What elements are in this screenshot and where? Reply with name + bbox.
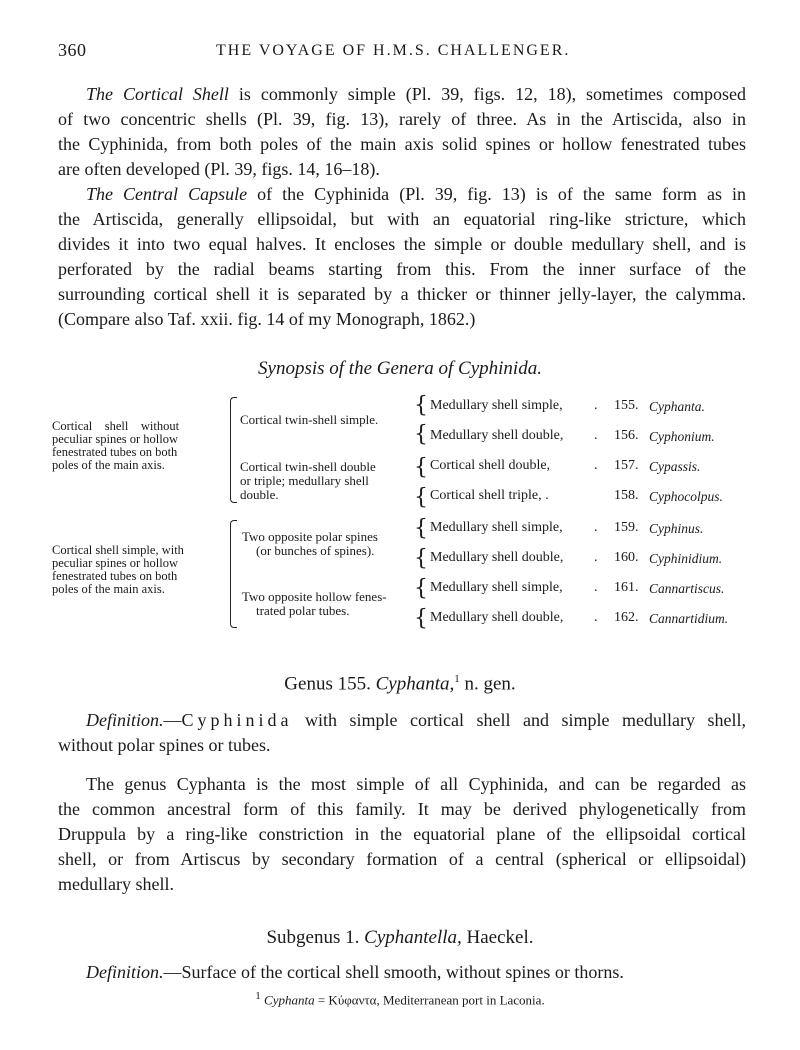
brace-glyph: { [414, 516, 428, 541]
page-number: 360 [58, 40, 87, 60]
row-desc: Medullary shell simple, [430, 398, 563, 413]
leader-dot: . [594, 580, 598, 595]
row-genus: Cyphinidium. [649, 551, 723, 566]
row-num: 158. [614, 488, 639, 503]
footnote-ref: 1 [454, 673, 460, 685]
row-num: 162. [614, 610, 639, 625]
leader-dot: . [594, 610, 598, 625]
paragraph-cortical-shell: The Cortical Shell is commonly simple (Pl. 39, figs. 12, 18), sometimes composed of two concentric shells (Pl. 39, fig. 13), rarely of three. As in the Artiscida, also in the Cyphinida, from both poles of the main axis solid spines or hollow fenestrated tubes are often developed (Pl. 39, figs. 14, 16–18). [58, 84, 746, 179]
row-genus: Cyphonium. [649, 429, 715, 444]
footnote: $^1$ Cyphanta = Κύφαντα, Mediterranean port in Laconia. [255, 990, 545, 1008]
group1-sub-a: Cortical twin-shell simple. [240, 412, 379, 427]
synopsis-title: Synopsis of the Genera of Cyphinida. [258, 358, 542, 379]
paragraph-genus-description: The genus Cyphanta is the most simple of all Cyphinida, and can be regarded as the common ancestral form of this family. It may be derived phylogenetically from Druppula by a ring-like constriction in the equatorial plane of the ellipsoidal cortical shell, or from Artiscus by secondary formation of a central (spherical or ellipsoidal) medullary shell. [58, 774, 746, 894]
row-desc: Cortical shell double, [430, 458, 551, 473]
term-cortical-shell: The Cortical Shell [86, 84, 229, 104]
row-num: 157. [614, 458, 639, 473]
row-genus: Cyphocolpus. [649, 489, 723, 504]
row-genus: Cannartidium. [649, 611, 729, 626]
definition-subgenus: Definition.—Surface of the cortical shell smooth, without spines or thorns. [86, 962, 624, 982]
genus-heading: Genus 155. Cyphanta,$^1$ n. gen. [284, 673, 516, 695]
row-genus: Cyphinus. [649, 521, 704, 536]
leader-dot: . [594, 398, 598, 413]
group2-label: Cortical shell simple, with peculiar spines or hollow fenestrated tubes on both poles of the main axis. [52, 543, 184, 596]
row-desc: Medullary shell simple, [430, 580, 563, 595]
brace-glyph: { [414, 576, 428, 601]
paragraph-central-capsule: The Central Capsule of the Cyphinida (Pl. 39, fig. 13) is of the same form as in the Artiscida, generally ellipsoidal, but with an equatorial ring-like stricture, which divides it into two equal halves. It encloses the simple or double medullary shell, and is perforated by the radial beams starting from this. From the inner surface of the surrounding cortical shell it is separated by a thicker or thinner jelly-layer, the calymma. (Compare also Taf. xxii. fig. 14 of my Monograph, 1862.) [58, 184, 746, 329]
row-num: 156. [614, 428, 639, 443]
row-num: 159. [614, 520, 639, 535]
brace-glyph: { [414, 455, 428, 480]
definition-label: Definition. [86, 710, 164, 730]
genus-name: Cyphanta, [375, 673, 455, 695]
row-num: 161. [614, 580, 639, 595]
brace-glyph: { [414, 546, 428, 571]
spaced-term: Cyphinida [181, 710, 293, 730]
row-genus: Cypassis. [649, 459, 701, 474]
row-num: 160. [614, 550, 639, 565]
group1-brace [230, 397, 237, 503]
leader-dot: . [594, 550, 598, 565]
brace-glyph: { [414, 422, 428, 447]
group2-sub-a: Two opposite polar spines (or bunches of spines). [242, 529, 378, 558]
row-desc: Medullary shell double, [430, 610, 564, 625]
row-desc: Medullary shell double, [430, 428, 564, 443]
subgenus-heading: Subgenus 1. Cyphantella, Haeckel. [266, 927, 534, 948]
leader-dot: . [594, 428, 598, 443]
brace-glyph: { [414, 485, 428, 510]
leader-dot: . [594, 458, 598, 473]
row-desc: Cortical shell triple, . [430, 488, 549, 503]
row-genus: Cyphanta. [649, 399, 705, 414]
row-desc: Medullary shell simple, [430, 520, 563, 535]
brace-glyph: { [414, 606, 428, 631]
term-central-capsule: The Central Capsule [86, 184, 248, 204]
group2-brace [230, 520, 237, 628]
group1-sub-b: Cortical twin-shell double or triple; medullary shell double. [240, 459, 376, 502]
brace-glyph: { [414, 393, 428, 418]
row-num: 155. [614, 398, 639, 413]
row-desc: Medullary shell double, [430, 550, 564, 565]
leader-dot: . [594, 520, 598, 535]
group2-sub-b: Two opposite hollow fenes- trated polar tubes. [242, 589, 387, 618]
definition-genus: Definition.—Cyphinida with simple cortical shell and simple medullary shell, without polar spines or tubes. [58, 710, 746, 755]
group1-label: Cortical shell without peculiar spines or hollow fenestrated tubes on both poles of the main axis. [52, 419, 180, 472]
running-title: THE VOYAGE OF H.M.S. CHALLENGER. [216, 42, 571, 59]
row-genus: Cannartiscus. [649, 581, 725, 596]
definition-label: Definition. [86, 962, 164, 982]
subgenus-name: Cyphantella, [364, 927, 462, 948]
